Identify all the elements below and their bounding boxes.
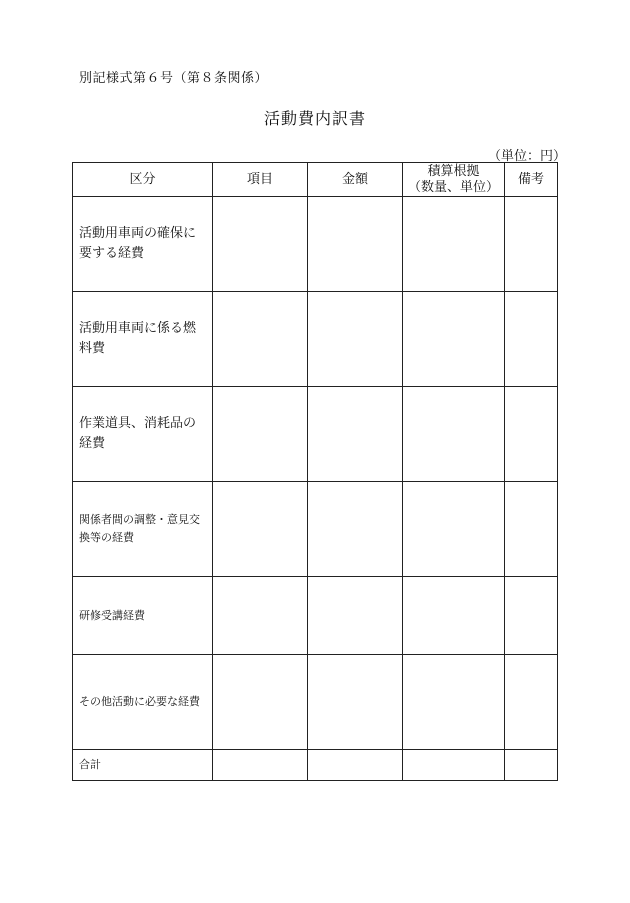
column-header-remarks: 備考 [505,163,558,197]
amount-cell[interactable] [308,655,403,750]
amount-cell[interactable] [308,387,403,482]
column-header-category: 区分 [73,163,213,197]
basis-cell[interactable] [403,197,505,292]
column-header-basis-line1: 積算根拠 [427,163,480,179]
unit-note: （単位：円） [487,149,566,164]
remarks-cell[interactable] [505,292,558,387]
total-amount-cell[interactable] [308,750,403,781]
column-header-basis [403,163,505,197]
row-category: 作業道具、消耗品の経費 [73,387,213,482]
row-category: 関係者間の調整・意見交換等の経費 [73,482,213,577]
basis-cell[interactable] [403,387,505,482]
basis-cell[interactable] [403,655,505,750]
column-header-item: 項目 [213,163,308,197]
table-row [73,387,558,482]
item-cell[interactable] [213,655,308,750]
amount-cell[interactable] [308,482,403,577]
table-row [73,482,558,577]
table-row [73,577,558,655]
row-category: 活動用車両に係る燃料費 [73,292,213,387]
basis-cell[interactable] [403,482,505,577]
amount-cell[interactable] [308,197,403,292]
total-label: 合計 [73,750,213,781]
basis-cell[interactable] [403,292,505,387]
basis-cell[interactable] [403,750,505,781]
remarks-cell[interactable] [505,577,558,655]
remarks-cell[interactable] [505,387,558,482]
amount-cell[interactable] [308,577,403,655]
header-row [73,163,558,197]
table-row [73,197,558,292]
table-row [73,292,558,387]
item-cell[interactable] [213,750,308,781]
column-header-basis-line2: （数量、単位） [407,179,499,195]
item-cell[interactable] [213,292,308,387]
basis-cell[interactable] [403,577,505,655]
item-cell[interactable] [213,577,308,655]
form-label: 別記様式第６号（第８条関係） [79,71,269,86]
expense-breakdown-table [72,162,558,781]
table-row [73,655,558,750]
row-category: 研修受講経費 [73,577,213,655]
document-title: 活動費内訳書 [263,109,366,128]
remarks-cell[interactable] [505,750,558,781]
row-category: 活動用車両の確保に要する経費 [73,197,213,292]
column-header-amount: 金額 [308,163,403,197]
item-cell[interactable] [213,197,308,292]
item-cell[interactable] [213,482,308,577]
amount-cell[interactable] [308,292,403,387]
row-category: その他活動に必要な経費 [73,655,213,750]
item-cell[interactable] [213,387,308,482]
remarks-cell[interactable] [505,655,558,750]
remarks-cell[interactable] [505,482,558,577]
remarks-cell[interactable] [505,197,558,292]
total-row [73,750,558,781]
